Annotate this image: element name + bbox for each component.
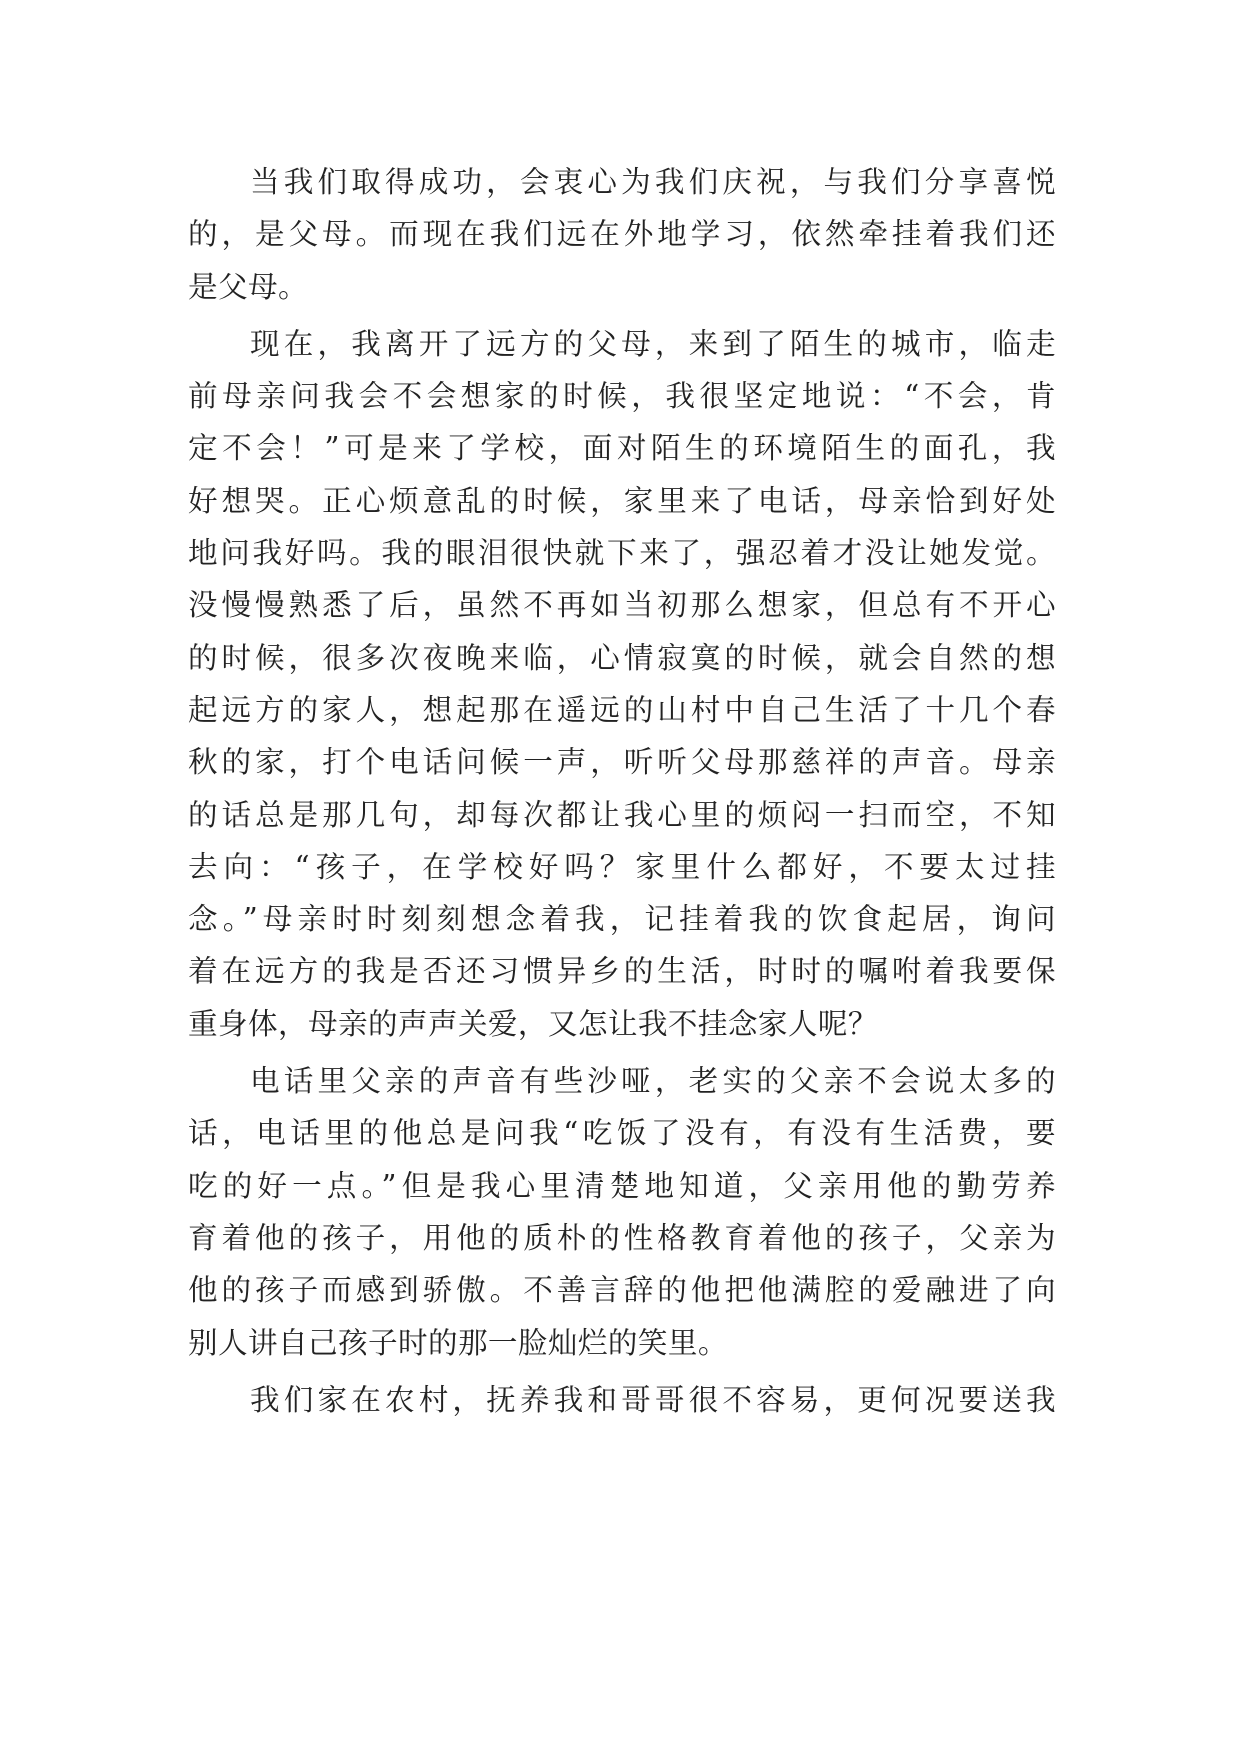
text-line: 念。”母亲时时刻刻想念着我，记挂着我的饮食起居，询问 <box>188 902 1056 937</box>
text-line: 起远方的家人，想起那在遥远的山村中自己生活了十几个春 <box>188 692 1056 727</box>
text-line: 别人讲自己孩子时的那一脸灿烂的笑里。 <box>188 1325 728 1360</box>
text-line: 话，电话里的他总是问我“吃饭了没有，有没有生活费，要 <box>188 1116 1056 1151</box>
text-line: 着在远方的我是否还习惯异乡的生活，时时的嘱咐着我要保 <box>188 954 1056 989</box>
text-line: 的时候，很多次夜晚来临，心情寂寞的时候，就会自然的想 <box>188 640 1056 675</box>
text-line: 的，是父母。而现在我们远在外地学习，依然牵挂着我们还 <box>188 217 1056 252</box>
document-body <box>188 156 1056 1426</box>
text-line: 电话里父亲的声音有些沙哑，老实的父亲不会说太多的 <box>250 1064 1056 1099</box>
text-line: 当我们取得成功，会衷心为我们庆祝，与我们分享喜悦 <box>250 165 1056 199</box>
paragraph-2 <box>188 318 1056 1050</box>
text-line: 育着他的孩子，用他的质朴的性格教育着他的孩子，父亲为 <box>188 1220 1056 1255</box>
text-line: 前母亲问我会不会想家的时候，我很坚定地说：“不会，肯 <box>188 379 1056 414</box>
text-line: 的话总是那几句，却每次都让我心里的烦闷一扫而空，不知 <box>188 797 1056 832</box>
text-line: 地问我好吗。我的眼泪很快就下来了，强忍着才没让她发觉。 <box>188 536 1056 571</box>
paragraph-1 <box>188 156 1056 313</box>
paragraph-4 <box>188 1374 1056 1426</box>
text-line: 没慢慢熟悉了后，虽然不再如当初那么想家，但总有不开心 <box>188 588 1056 623</box>
text-line: 吃的好一点。”但是我心里清楚地知道，父亲用他的勤劳养 <box>188 1168 1056 1203</box>
text-line: 好想哭。正心烦意乱的时候，家里来了电话，母亲恰到好处 <box>188 483 1056 518</box>
paragraph-3 <box>188 1055 1056 1369</box>
text-line: 他的孩子而感到骄傲。不善言辞的他把他满腔的爱融进了向 <box>188 1273 1056 1308</box>
text-line: 重身体，母亲的声声关爱，又怎让我不挂念家人呢？ <box>188 1006 878 1041</box>
text-line: 是父母。 <box>188 269 308 304</box>
text-line: 定不会！”可是来了学校，面对陌生的环境陌生的面孔，我 <box>188 431 1056 466</box>
text-line: 我们家在农村，抚养我和哥哥很不容易，更何况要送我 <box>250 1382 1056 1417</box>
text-line: 去向：“孩子，在学校好吗？家里什么都好，不要太过挂 <box>188 849 1056 884</box>
text-line: 现在，我离开了远方的父母，来到了陌生的城市，临走 <box>250 326 1056 361</box>
text-line: 秋的家，打个电话问候一声，听听父母那慈祥的声音。母亲 <box>188 745 1056 780</box>
